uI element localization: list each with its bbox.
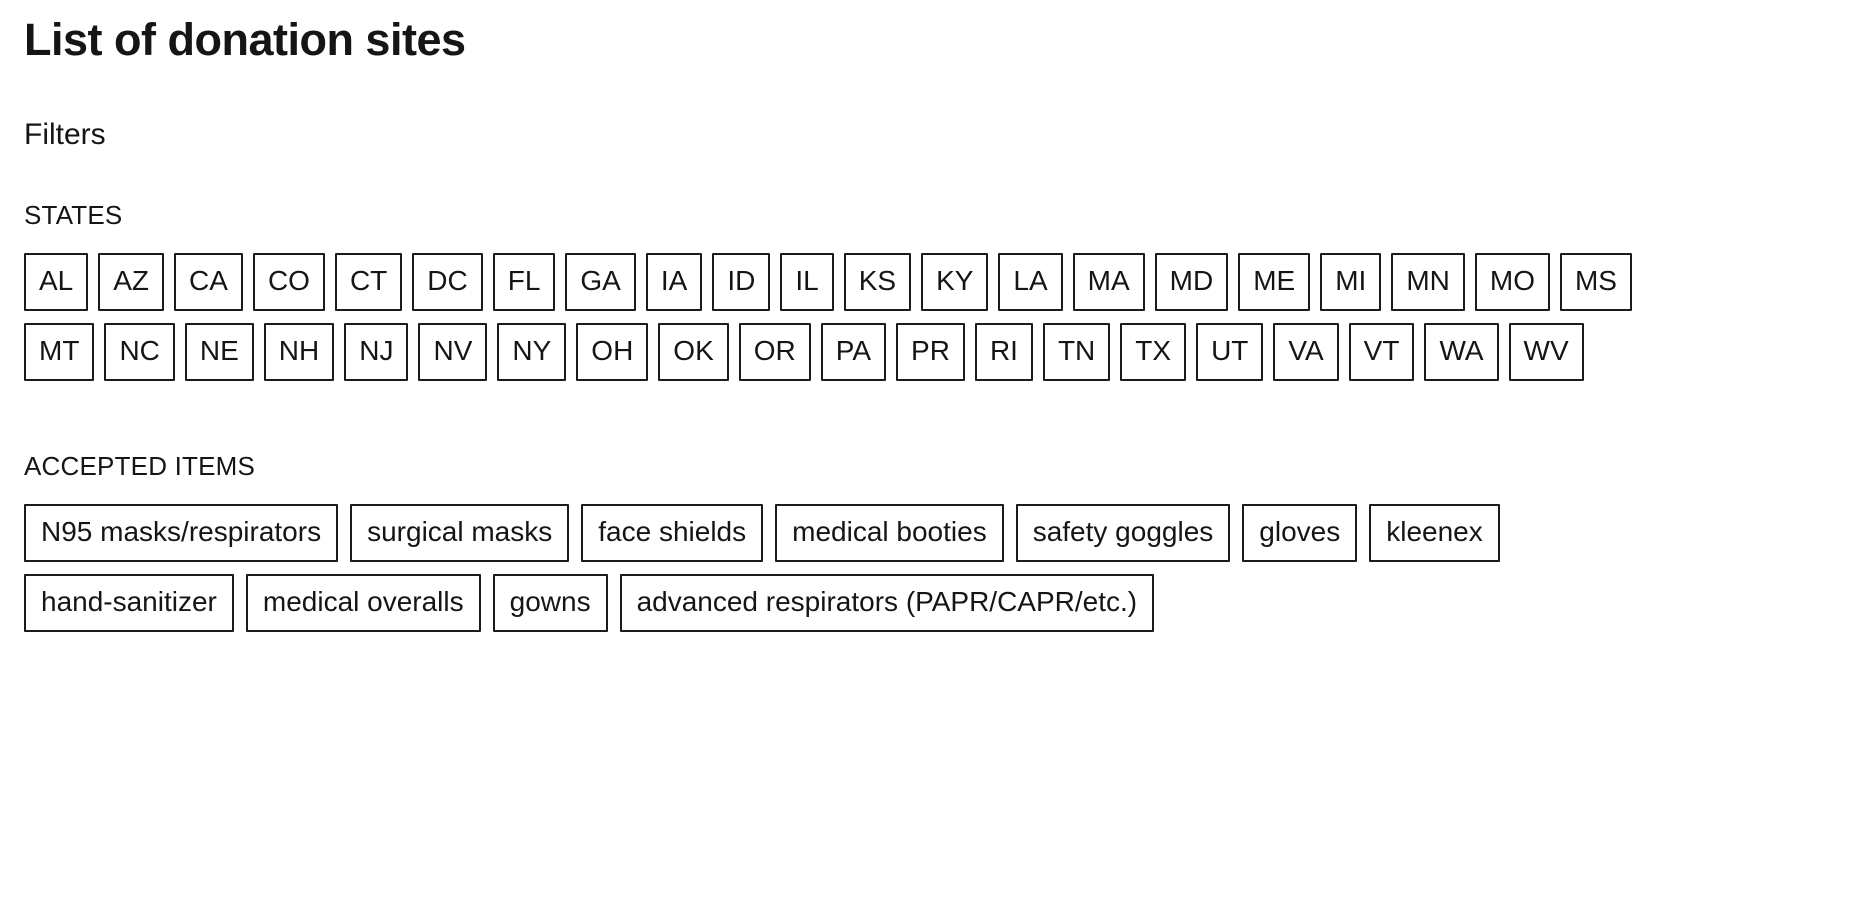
- state-chip-ga[interactable]: GA: [565, 253, 635, 311]
- section-spacer: [24, 393, 1826, 403]
- item-chip-hand-sanitizer[interactable]: hand-sanitizer: [24, 574, 234, 632]
- state-chip-oh[interactable]: OH: [576, 323, 648, 381]
- state-chip-ca[interactable]: CA: [174, 253, 243, 311]
- state-chip-ut[interactable]: UT: [1196, 323, 1263, 381]
- states-filter-row: [24, 323, 1826, 381]
- state-chip-la[interactable]: LA: [998, 253, 1062, 311]
- item-chip-gloves[interactable]: gloves: [1242, 504, 1357, 562]
- filters-heading: Filters: [24, 117, 106, 151]
- state-chip-pr[interactable]: PR: [896, 323, 965, 381]
- states-filter-group: [24, 253, 1826, 381]
- state-chip-ms[interactable]: MS: [1560, 253, 1632, 311]
- state-chip-md[interactable]: MD: [1155, 253, 1229, 311]
- state-chip-nv[interactable]: NV: [418, 323, 487, 381]
- state-chip-dc[interactable]: DC: [412, 253, 482, 311]
- state-chip-co[interactable]: CO: [253, 253, 325, 311]
- item-chip-medical-overalls[interactable]: medical overalls: [246, 574, 481, 632]
- state-chip-mi[interactable]: MI: [1320, 253, 1381, 311]
- accepted-items-filter-label: ACCEPTED ITEMS: [24, 450, 256, 481]
- state-chip-ct[interactable]: CT: [335, 253, 402, 311]
- state-chip-vt[interactable]: VT: [1349, 323, 1415, 381]
- state-chip-mo[interactable]: MO: [1475, 253, 1550, 311]
- states-filter-row: [24, 253, 1826, 311]
- state-chip-ks[interactable]: KS: [844, 253, 911, 311]
- state-chip-il[interactable]: IL: [780, 253, 833, 311]
- state-chip-or[interactable]: OR: [739, 323, 811, 381]
- state-chip-fl[interactable]: FL: [493, 253, 556, 311]
- item-chip-kleenex[interactable]: kleenex: [1369, 504, 1500, 562]
- item-chip-advanced-respirators[interactable]: advanced respirators (PAPR/CAPR/etc.): [620, 574, 1155, 632]
- states-filter-label: STATES: [24, 199, 123, 230]
- item-chip-face-shields[interactable]: face shields: [581, 504, 763, 562]
- item-chip-n95-masks-respirators[interactable]: N95 masks/respirators: [24, 504, 338, 562]
- state-chip-ne[interactable]: NE: [185, 323, 254, 381]
- state-chip-ny[interactable]: NY: [497, 323, 566, 381]
- state-chip-tx[interactable]: TX: [1120, 323, 1186, 381]
- page-title: List of donation sites: [24, 14, 466, 65]
- state-chip-id[interactable]: ID: [712, 253, 770, 311]
- accepted-items-filter-row: [24, 504, 1826, 562]
- state-chip-ma[interactable]: MA: [1073, 253, 1145, 311]
- state-chip-tn[interactable]: TN: [1043, 323, 1110, 381]
- accepted-items-filter-group: [24, 504, 1826, 632]
- state-chip-al[interactable]: AL: [24, 253, 88, 311]
- state-chip-az[interactable]: AZ: [98, 253, 164, 311]
- state-chip-ri[interactable]: RI: [975, 323, 1033, 381]
- item-chip-medical-booties[interactable]: medical booties: [775, 504, 1004, 562]
- state-chip-nj[interactable]: NJ: [344, 323, 408, 381]
- state-chip-me[interactable]: ME: [1238, 253, 1310, 311]
- state-chip-nc[interactable]: NC: [104, 323, 174, 381]
- state-chip-mt[interactable]: MT: [24, 323, 94, 381]
- state-chip-va[interactable]: VA: [1273, 323, 1338, 381]
- state-chip-wa[interactable]: WA: [1424, 323, 1498, 381]
- item-chip-gowns[interactable]: gowns: [493, 574, 608, 632]
- accepted-items-filter-row: [24, 574, 1826, 632]
- item-chip-surgical-masks[interactable]: surgical masks: [350, 504, 569, 562]
- state-chip-nh[interactable]: NH: [264, 323, 334, 381]
- state-chip-ia[interactable]: IA: [646, 253, 702, 311]
- item-chip-safety-goggles[interactable]: safety goggles: [1016, 504, 1231, 562]
- state-chip-wv[interactable]: WV: [1509, 323, 1584, 381]
- state-chip-pa[interactable]: PA: [821, 323, 886, 381]
- state-chip-ok[interactable]: OK: [658, 323, 728, 381]
- state-chip-ky[interactable]: KY: [921, 253, 988, 311]
- state-chip-mn[interactable]: MN: [1391, 253, 1465, 311]
